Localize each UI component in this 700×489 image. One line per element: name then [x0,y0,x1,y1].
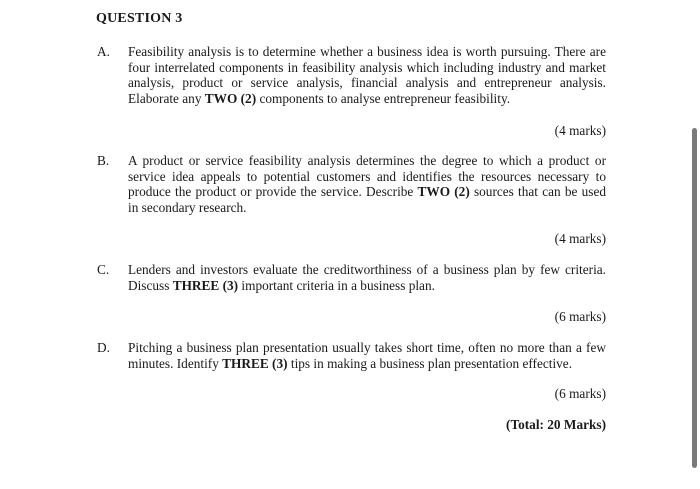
question-text [128,44,606,106]
question-title: QUESTION 3 [96,11,183,26]
vertical-scrollbar[interactable] [692,128,697,468]
question-letter: D. [97,340,110,355]
question-text-part: important criteria in a business plan. [238,277,435,293]
question-letter: C. [97,262,110,277]
question-text-part: Pitching a business plan presentation usually takes short time, often no more than a few minutes. Identify [128,340,606,371]
question-letter: A. [97,44,110,59]
question-emphasis: THREE (3) [172,277,239,293]
question-text-part: A product or service feasibility analysis determines the degree to which a product or service idea appeals to potential customers and identifies the resources necessary to produce the product or provide the service. Describe [128,153,606,199]
question-text-part: sources that can be used in secondary research. [128,184,606,215]
question-text-part: tips in making a business plan presentation effective. [287,355,573,371]
question-letter: B. [97,153,110,168]
question-text [128,153,606,215]
question-text-part: Lenders and investors evaluate the creditworthiness of a business plan by few criteria. Discuss [128,262,606,293]
question-emphasis: TWO (2) [417,184,470,199]
question-emphasis: TWO (2) [204,90,257,106]
marks-a: (4 marks) [554,123,606,138]
question-text [128,262,606,293]
question-text-part: Feasibility analysis is to determine whether a business idea is worth pursuing. There are four interrelated components in feasibility analysis which including industry and market analysis, product or service analysis, financial analysis and entrepreneur analysis. Elaborate any [128,44,606,106]
total-marks: (Total: 20 Marks) [506,417,606,432]
question-text-part: components to analyse entrepreneur feasibility. [256,90,511,106]
marks-b: (4 marks) [554,231,606,246]
question-emphasis: THREE (3) [222,355,288,371]
marks-c: (6 marks) [554,309,606,324]
question-text [128,340,606,371]
marks-d: (6 marks) [554,386,606,401]
